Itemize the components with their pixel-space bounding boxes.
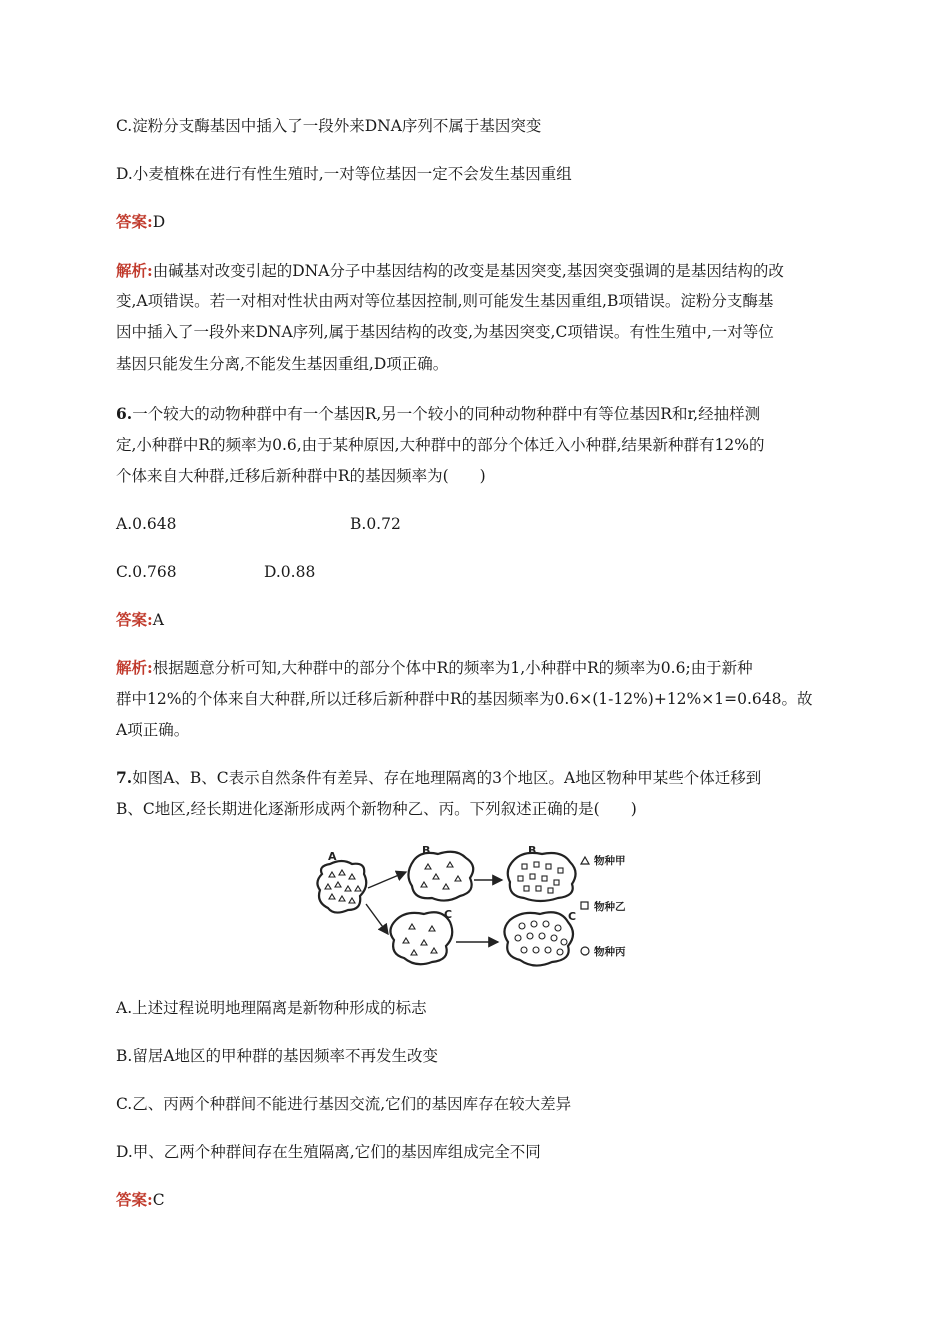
q5-analysis-line-1 (116, 261, 784, 281)
q7-stem-line-1 (116, 768, 761, 788)
q5-analysis-line-4: 基因只能发生分离,不能发生基因重组,D项正确。 (116, 355, 449, 373)
speciation-diagram (310, 838, 640, 978)
q6-options-cd (116, 562, 316, 582)
species-jia-markers (325, 870, 361, 903)
region-c-label: C (444, 908, 453, 921)
q7-option-a: A.上述过程说明地理隔离是新物种形成的标志 (116, 999, 427, 1017)
q7-option-d: D.甲、乙两个种群间存在生殖隔离,它们的基因库组成完全不同 (116, 1143, 541, 1161)
q7-option-b: B.留居A地区的甲种群的基因频率不再发生改变 (116, 1047, 439, 1065)
q5-analysis-line-3: 因中插入了一段外来DNA序列,属于基因结构的改变,为基因突变,C项错误。有性生殖中,一对等位 (116, 323, 774, 341)
q7-stem-line-2: B、C地区,经长期进化逐渐形成两个新物种乙、丙。下列叙述正确的是( ) (116, 800, 637, 818)
analysis-label: 解析: (116, 261, 153, 280)
question-text: 如图A、B、C表示自然条件有差异、存在地理隔离的3个地区。A地区物种甲某些个体迁移到 (132, 769, 762, 787)
q5-option-d: D.小麦植株在进行有性生殖时,一对等位基因一定不会发生基因重组 (116, 165, 572, 183)
analysis-text: 根据题意分析可知,大种群中的部分个体中R的频率为1,小种群中R的频率为0.6;由于新种 (152, 659, 753, 677)
region-c-evolved-label: C (568, 910, 577, 923)
region-a-label: A (328, 850, 337, 863)
legend-species-jia: 物种甲 (594, 855, 626, 867)
region-a (317, 850, 366, 913)
question-number: 7. (116, 768, 133, 787)
answer-label: 答案: (116, 212, 153, 231)
q6-options-ab (116, 514, 401, 534)
q6-stem-line-2: 定,小种群中R的频率为0.6,由于某种原因,大种群中的部分个体迁入小种群,结果新种群有12%的 (116, 436, 765, 454)
q6-option-d: D.0.88 (264, 563, 316, 581)
q5-answer (116, 212, 165, 232)
answer-value: A (152, 611, 164, 629)
q6-option-a: A.0.648 (116, 515, 177, 533)
legend-species-bing: 物种丙 (594, 946, 626, 958)
question-text: 一个较大的动物种群中有一个基因R,另一个较小的同种动物种群中有等位基因R和r,经抽样测 (132, 405, 761, 423)
region-b (408, 844, 473, 901)
q6-stem-line-1 (116, 404, 760, 424)
q6-option-b: B.0.72 (350, 515, 401, 533)
answer-value: D (152, 213, 166, 231)
species-bing-markers (515, 921, 567, 955)
legend-species-yi: 物种乙 (594, 901, 626, 913)
region-c (390, 908, 452, 964)
q7-answer (116, 1190, 165, 1210)
region-b-evolved-label: B (528, 844, 537, 857)
q7-option-c: C.乙、丙两个种群间不能进行基因交流,它们的基因库存在较大差异 (116, 1095, 572, 1113)
q6-stem-line-3: 个体来自大种群,迁移后新种群中R的基因频率为( ) (116, 467, 486, 485)
question-number: 6. (116, 404, 133, 423)
q6-analysis-line-1 (116, 658, 753, 678)
square-legend-icon (581, 902, 588, 909)
region-c-evolved (504, 910, 576, 966)
triangle-legend-icon (581, 857, 589, 864)
figure-legend (581, 854, 626, 958)
analysis-text: 由碱基对改变引起的DNA分子中基因结构的改变是基因突变,基因突变强调的是基因结构的改 (152, 262, 784, 280)
analysis-label: 解析: (116, 658, 153, 677)
answer-label: 答案: (116, 610, 153, 629)
q6-option-c: C.0.768 (116, 563, 177, 581)
circle-legend-icon (581, 947, 589, 955)
q6-analysis-line-3: A项正确。 (116, 721, 190, 739)
q5-option-c: C.淀粉分支酶基因中插入了一段外来DNA序列不属于基因突变 (116, 117, 542, 135)
q5-analysis-line-2: 变,A项错误。若一对相对性状由两对等位基因控制,则可能发生基因重组,B项错误。淀粉分支酶基 (116, 292, 774, 310)
q6-answer (116, 610, 164, 630)
region-b-label: B (422, 844, 431, 857)
species-yi-markers (518, 862, 563, 893)
answer-label: 答案: (116, 1190, 153, 1209)
answer-value: C (152, 1191, 165, 1209)
q6-analysis-line-2: 群中12%的个体来自大种群,所以迁移后新种群中R的基因频率为0.6×(1-12%)+12%×1=0.648。故 (116, 690, 813, 708)
region-b-evolved (508, 844, 576, 901)
